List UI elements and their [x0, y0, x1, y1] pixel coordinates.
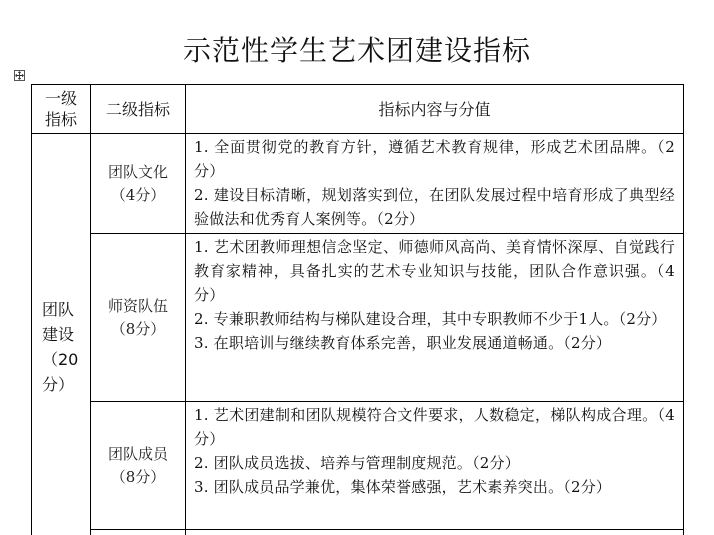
level2-next-cell — [91, 530, 186, 535]
indicator-table-wrapper — [31, 84, 683, 535]
level1-team-building — [32, 134, 91, 535]
level2-teaching-staff — [91, 234, 186, 402]
level2-team-culture — [91, 134, 186, 234]
level2-name: 团队文化 — [107, 162, 168, 181]
header-level1-line2: 指标 — [44, 110, 77, 129]
document-title: 示范性学生艺术团建设指标 — [182, 33, 531, 67]
content-item: 3. 团队成员品学兼优，集体荣誉感强，艺术素养突出。（2分） — [194, 478, 612, 496]
level1-line: （20 — [42, 350, 79, 369]
level2-score: （8分） — [110, 319, 166, 338]
table-move-handle-icon[interactable] — [14, 70, 25, 81]
level1-line: 团队 — [42, 300, 75, 319]
content-team-culture — [186, 134, 684, 234]
content-team-members — [186, 402, 684, 530]
indicator-table — [31, 84, 684, 535]
content-item: 1. 全面贯彻党的教育方针，遵循艺术教育规律，形成艺术团品牌。（2分） — [194, 138, 675, 180]
content-item: 1. 艺术团建制和团队规模符合文件要求，人数稳定，梯队构成合理。（4分） — [194, 406, 675, 448]
level2-score: （4分） — [110, 185, 166, 204]
level2-team-members — [91, 402, 186, 530]
table-header-row — [32, 85, 684, 134]
table-row — [32, 134, 684, 234]
header-level1 — [32, 85, 91, 134]
header-level1-line1: 一级 — [44, 89, 77, 108]
content-next-cell — [186, 530, 684, 535]
table-row — [32, 234, 684, 402]
content-item: 1. 艺术团教师理想信念坚定、师德师风高尚、美育情怀深厚、自觉践行教育家精神，具备扎实的艺术专业知识与技能，团队合作意识强。（4分） — [194, 238, 675, 304]
content-item: 3. 在职培训与继续教育体系完善，职业发展通道畅通。（2分） — [194, 334, 612, 352]
table-row — [32, 402, 684, 530]
content-item: 2. 团队成员选拔、培养与管理制度规范。（2分） — [194, 454, 520, 472]
content-item: 2. 专兼职教师结构与梯队建设合理，其中专职教师不少于1人。（2分） — [194, 310, 667, 328]
level2-score: （8分） — [110, 467, 166, 486]
header-content: 指标内容与分值 — [186, 85, 684, 134]
header-level2: 二级指标 — [91, 85, 186, 134]
level1-line: 建设 — [42, 325, 75, 344]
content-item: 2. 建设目标清晰，规划落实到位，在团队发展过程中培育形成了典型经验做法和优秀育人案例等。（2分） — [194, 186, 675, 228]
level1-line: 分） — [42, 375, 75, 394]
move-cross-icon — [15, 71, 24, 80]
table-row-partial — [32, 530, 684, 535]
level2-name: 团队成员 — [107, 444, 168, 463]
level2-name: 师资队伍 — [107, 296, 168, 315]
content-teaching-staff — [186, 234, 684, 402]
